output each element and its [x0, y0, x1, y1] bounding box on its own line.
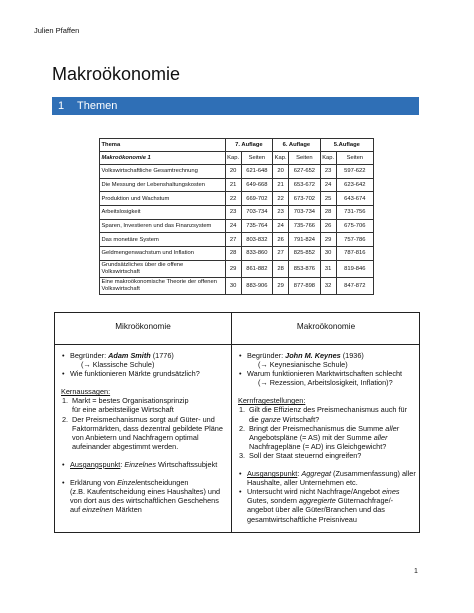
table-cell: 21: [225, 178, 241, 192]
numbered-item: 1. Gilt die Effizienz des Preismechanismus auch für die ganze Wirtschaft?: [239, 405, 408, 424]
table-cell: 731-756: [336, 206, 373, 220]
table-row: [100, 206, 374, 220]
page-title: Makroökonomie: [52, 64, 181, 84]
table-cell: 24: [273, 219, 289, 233]
table-cell: 703-734: [241, 206, 273, 220]
school-note: (→ Keynesianische Schule): [258, 360, 348, 370]
table-cell: 28: [273, 260, 289, 277]
table-cell: 703-734: [289, 206, 321, 220]
table-row: [100, 233, 374, 247]
school-note: (→ Klassische Schule): [81, 360, 155, 370]
numbered-item-cont: für eine arbeitsteilige Wirtschaft: [72, 405, 174, 415]
core-title: Kernaussagen:: [61, 387, 111, 397]
table-cell: 22: [273, 192, 289, 206]
table-cell: 735-766: [289, 219, 321, 233]
table-cell: 27: [273, 247, 289, 261]
table-cell: Sparen, Investieren und das Finanzsystem: [100, 219, 226, 233]
table-cell: 21: [273, 178, 289, 192]
list-item: • Ausgangspunkt: Aggregat (Zusammenfassung) aller Haushalte, aller Unternehmen etc.: [238, 469, 416, 487]
table-cell: 28: [320, 206, 336, 220]
table-cell: 26: [273, 233, 289, 247]
subheader-cell: Kap.: [320, 152, 336, 165]
table-cell: 803-832: [241, 233, 273, 247]
table-cell: Das monetäre System: [100, 233, 226, 247]
micro-column: [55, 313, 231, 532]
list-item: • Begründer: John M. Keynes (1936): [238, 351, 416, 360]
table-row: [100, 247, 374, 261]
table-cell: 669-702: [241, 192, 273, 206]
table-row: [100, 192, 374, 206]
table-cell: Arbeitslosigkeit: [100, 206, 226, 220]
table-cell: 853-876: [289, 260, 321, 277]
table-cell: Geldmengenwachstum und Inflation: [100, 247, 226, 261]
micro-body: [61, 351, 227, 514]
subheader-cell: Seiten: [336, 152, 373, 165]
table-cell: 787-816: [336, 247, 373, 261]
table-cell: 20: [273, 165, 289, 179]
table-cell: 791-824: [289, 233, 321, 247]
table-cell: 29: [273, 277, 289, 294]
numbered-item: 2. Bringt der Preismechanismus die Summe aller Angebotspläne (= AS) mit der Summe aller Nachfragepläne (= AD) ins Gleichgewicht?: [239, 423, 400, 451]
subheader-cell: Seiten: [289, 152, 321, 165]
table-cell: 27: [225, 233, 241, 247]
table-cell: 25: [320, 192, 336, 206]
page-number: 1: [414, 568, 418, 575]
table-cell: 861-882: [241, 260, 273, 277]
section-number: 1: [58, 100, 65, 112]
divider: [55, 344, 231, 345]
numbered-item: 1. Markt = bestes Organisationsprinzip: [62, 396, 189, 406]
section-label: Themen: [77, 100, 118, 112]
table-cell: Volkswirtschaftliche Gesamtrechnung: [100, 165, 226, 179]
subheader-cell: Seiten: [241, 152, 273, 165]
numbered-item: 2. Der Preismechanismus sorgt auf Güter- und Faktormärkten, dass dezentral gebildete Pläne von Anbietern und Nachfragern optimal aufeinander abgestimmt werden.: [62, 414, 223, 451]
header-cell: 7. Auflage: [225, 139, 273, 152]
table-row: [100, 165, 374, 179]
table-cell: 30: [225, 277, 241, 294]
table-cell: 833-860: [241, 247, 273, 261]
table-cell: 673-702: [289, 192, 321, 206]
macro-body: [238, 351, 416, 524]
table-subheader-row: [100, 152, 374, 165]
table-cell: Die Messung der Lebenshaltungskosten: [100, 178, 226, 192]
list-item: • Begründer: Adam Smith (1776): [61, 351, 227, 360]
table-cell: 20: [225, 165, 241, 179]
header-cell: 6. Auflage: [273, 139, 321, 152]
list-item: • Ausgangspunkt: Einzelnes Wirtschaftssubjekt: [61, 460, 227, 469]
table-row: [100, 260, 374, 277]
table-header-row: [100, 139, 374, 152]
core-title: Kernfragestellungen:: [238, 396, 306, 406]
table-cell: 877-898: [289, 277, 321, 294]
subheader-cell: Kap.: [273, 152, 289, 165]
table-cell: 31: [320, 260, 336, 277]
table-cell: 29: [320, 233, 336, 247]
table-cell: 29: [225, 260, 241, 277]
subheader-cell: Makroökonomie 1: [100, 152, 226, 165]
table-cell: 825-852: [289, 247, 321, 261]
table-cell: 621-648: [241, 165, 273, 179]
table-cell: 23: [225, 206, 241, 220]
table-cell: 649-668: [241, 178, 273, 192]
table-cell: 28: [225, 247, 241, 261]
table-cell: 883-906: [241, 277, 273, 294]
table-cell: 597-622: [336, 165, 373, 179]
table-cell: 735-764: [241, 219, 273, 233]
table-cell: 22: [225, 192, 241, 206]
table-cell: 675-706: [336, 219, 373, 233]
list-item: • Untersucht wird nicht Nachfrage/Angebot eines Gutes, sondern aggregierte Güternachfrage/-angebot über alle Güter/Branchen und das gesamtwirtschaftliche Preisniveau: [238, 487, 416, 523]
table-cell: Eine makroökonomische Theorie der offenen Volkswirtschaft: [100, 277, 226, 294]
numbered-item: 3. Soll der Staat steuernd eingreifen?: [239, 450, 362, 460]
header-cell: 5.Auflage: [320, 139, 373, 152]
table-cell: 643-674: [336, 192, 373, 206]
table-cell: 26: [320, 219, 336, 233]
table-cell: 653-672: [289, 178, 321, 192]
list-item: • Warum funktionieren Marktwirtschaften schlecht: [238, 369, 416, 378]
table-row: [100, 219, 374, 233]
table-cell: 757-786: [336, 233, 373, 247]
micro-heading: Mikroökonomie: [115, 322, 171, 331]
table-cell: 23: [273, 206, 289, 220]
header-cell: Thema: [100, 139, 226, 152]
table-row: [100, 277, 374, 294]
section-heading: [52, 97, 419, 115]
table-cell: 30: [320, 247, 336, 261]
table-cell: 24: [225, 219, 241, 233]
table-cell: 819-846: [336, 260, 373, 277]
macro-heading: Makroökonomie: [296, 322, 356, 331]
list-item: • Wie funktionieren Märkte grundsätzlich?: [61, 369, 227, 378]
table-cell: Grundsätzliches über die offene Volkswirtschaft: [100, 260, 226, 277]
table-cell: 627-652: [289, 165, 321, 179]
table-cell: 23: [320, 165, 336, 179]
table-cell: 24: [320, 178, 336, 192]
subheader-cell: Kap.: [225, 152, 241, 165]
topics-table: [99, 138, 374, 295]
macro-column: [231, 313, 420, 532]
table-cell: Produktion und Wachstum: [100, 192, 226, 206]
list-item: • Erklärung von Einzelentscheidungen (z.B. Kaufentscheidung eines Haushaltes) und von dort aus des wirtschaftlichen Geschehens auf einzelnen Märkten: [61, 478, 227, 514]
author-name: Julien Pfaffen: [34, 26, 80, 35]
question-note: (→ Rezession, Arbeitslosigkeit, Inflation)?: [258, 378, 393, 388]
table-cell: 623-642: [336, 178, 373, 192]
divider: [232, 344, 420, 345]
table-row: [100, 178, 374, 192]
table-cell: 847-872: [336, 277, 373, 294]
comparison-box: [54, 312, 420, 533]
table-cell: 32: [320, 277, 336, 294]
